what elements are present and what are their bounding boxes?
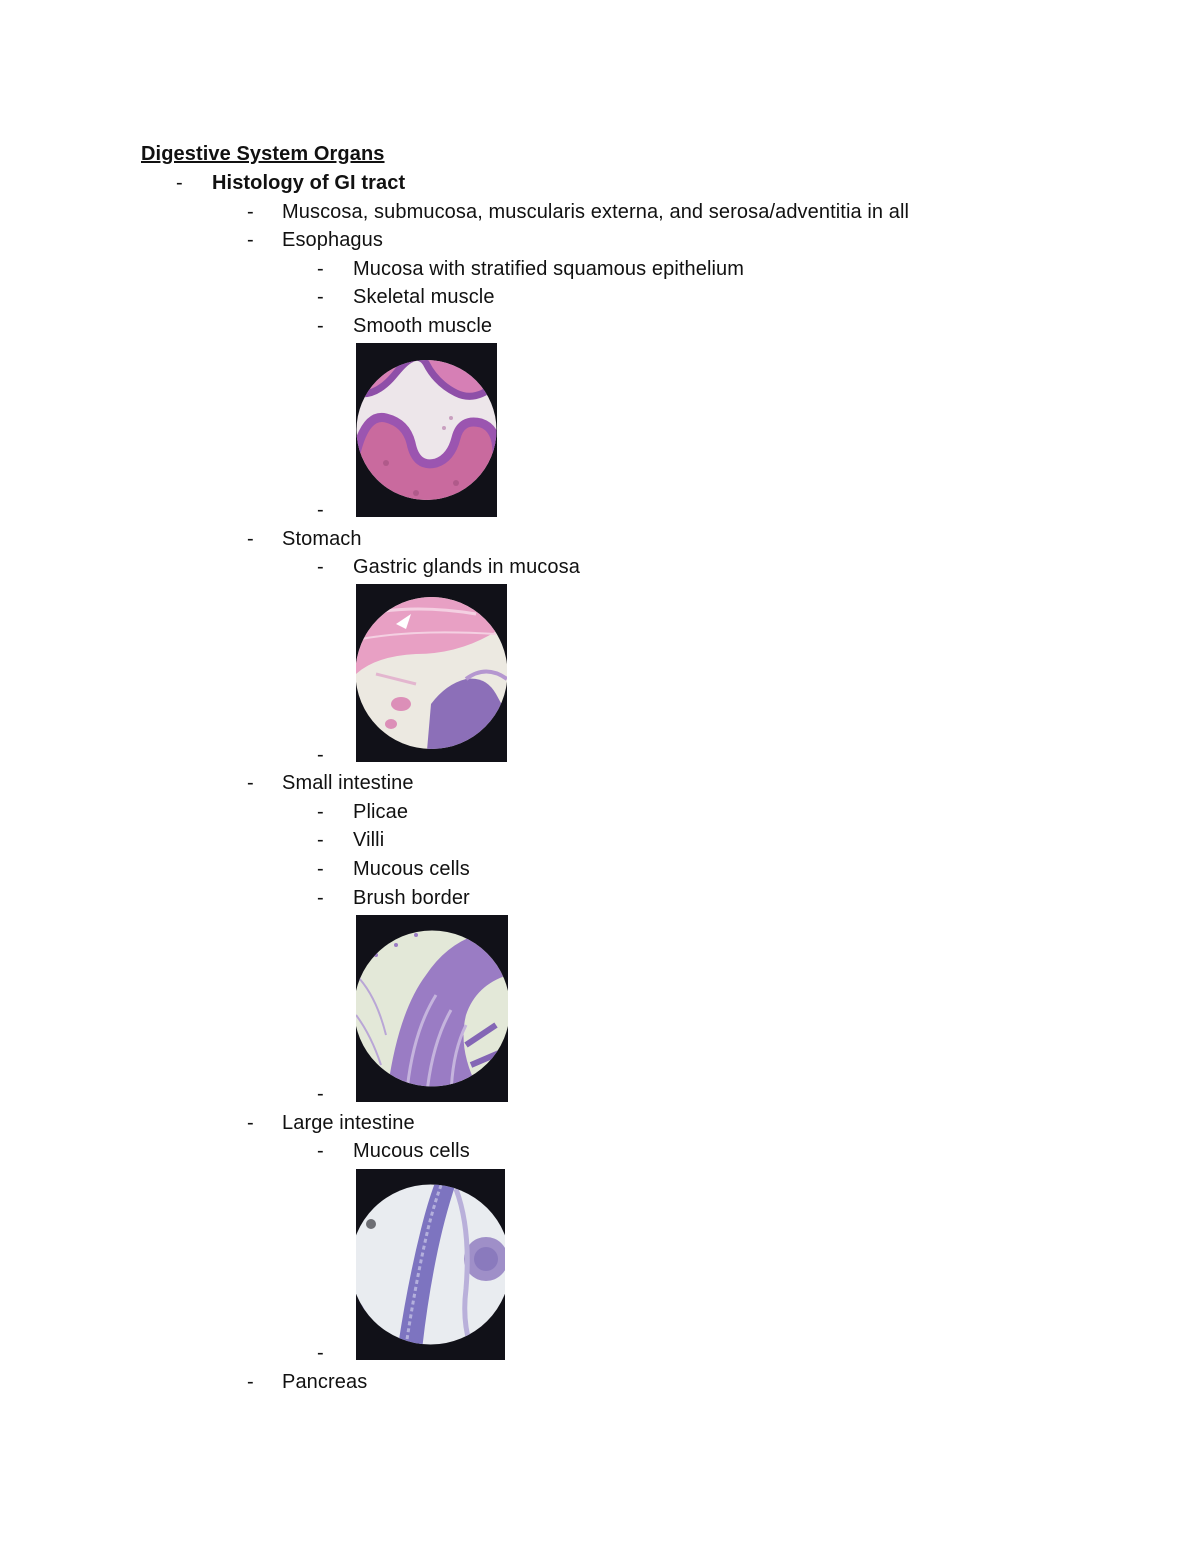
stomach-heading: Stomach <box>282 528 362 550</box>
bullet-dash: - <box>247 1371 254 1393</box>
bullet-dash: - <box>317 1342 324 1364</box>
bullet-dash: - <box>317 744 324 766</box>
esophagus-micrograph <box>356 343 497 517</box>
small-intestine-point: Plicae <box>353 801 409 823</box>
small-intestine-point: Villi <box>353 829 385 851</box>
bullet-dash: - <box>247 772 254 794</box>
esophagus-point: Skeletal muscle <box>353 286 495 308</box>
bullet-dash: - <box>247 201 254 223</box>
bullet-dash: - <box>176 172 183 194</box>
bullet-dash: - <box>317 887 324 909</box>
bullet-dash: - <box>317 556 324 578</box>
bullet-dash: - <box>317 258 324 280</box>
bullet-dash: - <box>317 1083 324 1105</box>
large-intestine-micrograph <box>356 1169 505 1360</box>
small-intestine-point: Mucous cells <box>353 858 470 880</box>
bullet-dash: - <box>317 286 324 308</box>
esophagus-point: Smooth muscle <box>353 315 493 337</box>
large-intestine-point: Mucous cells <box>353 1140 470 1162</box>
bullet-dash: - <box>317 499 324 521</box>
large-intestine-heading: Large intestine <box>282 1112 415 1134</box>
bullet-dash: - <box>247 229 254 251</box>
bullet-dash: - <box>317 801 324 823</box>
pancreas-heading: Pancreas <box>282 1371 368 1393</box>
small-intestine-heading: Small intestine <box>282 772 414 794</box>
small-intestine-point: Brush border <box>353 887 470 909</box>
bullet-dash: - <box>247 1112 254 1134</box>
section-heading: Histology of GI tract <box>212 172 406 194</box>
bullet-dash: - <box>317 1140 324 1162</box>
bullet-dash: - <box>317 858 324 880</box>
esophagus-heading: Esophagus <box>282 229 383 251</box>
bullet-dash: - <box>317 315 324 337</box>
stomach-point: Gastric glands in mucosa <box>353 556 580 578</box>
esophagus-point: Mucosa with stratified squamous epithelium <box>353 258 745 280</box>
stomach-micrograph <box>356 584 507 762</box>
document-title: Digestive System Organs <box>141 143 385 165</box>
bullet-dash: - <box>247 528 254 550</box>
overview-text: Muscosa, submucosa, muscularis externa, and serosa/adventitia in all <box>282 201 910 223</box>
small-intestine-micrograph <box>356 915 508 1102</box>
bullet-dash: - <box>317 829 324 851</box>
